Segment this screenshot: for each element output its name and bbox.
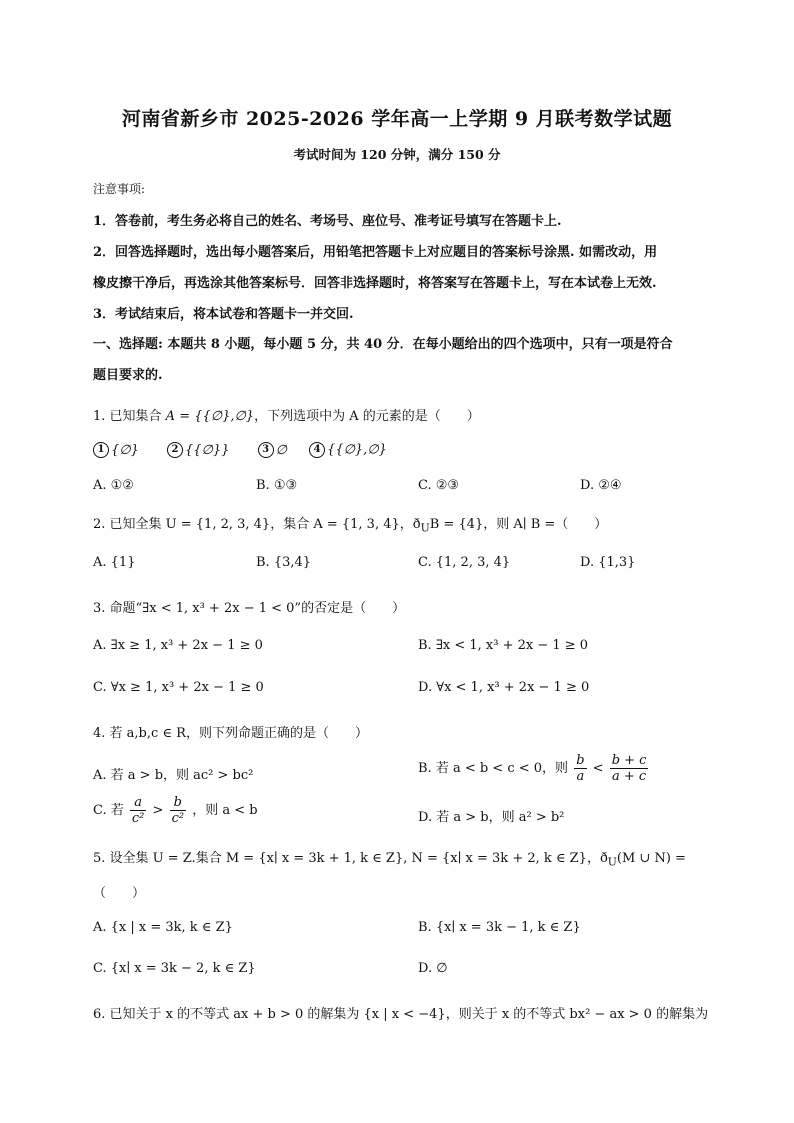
fraction-denominator: a + c bbox=[611, 769, 647, 784]
question-1-item-3: ∅ bbox=[275, 442, 287, 458]
question-5-option-b: B. {x∣ x = 3k − 1, k ∈ Z} bbox=[418, 920, 581, 935]
fraction-denominator: c² bbox=[171, 811, 185, 826]
question-1-stem-prefix: 1. 已知集合 bbox=[93, 409, 166, 424]
question-2-option-d: D. {1,3} bbox=[580, 555, 636, 570]
question-4-option-c-fraction-2 bbox=[170, 795, 187, 826]
circle-3-icon: 3 bbox=[258, 442, 274, 458]
question-1-option-b: B. ①③ bbox=[256, 478, 298, 493]
question-4-option-c-fraction-1 bbox=[130, 795, 147, 826]
question-1-item-1: {∅} bbox=[111, 442, 139, 458]
fraction-numerator: b bbox=[170, 795, 187, 811]
question-4-option-b-text: B. 若 a < b < c < 0，则 bbox=[418, 761, 569, 776]
page-title: 河南省新乡市 2025-2026 学年高一上学期 9 月联考数学试题 bbox=[121, 108, 673, 130]
question-1-item-2: {{∅}} bbox=[185, 442, 230, 458]
notice-item-1: 1．答卷前，考生务必将自己的姓名、考场号、座位号、准考证号填写在答题卡上. bbox=[93, 214, 562, 229]
question-2-stem-end: B = {4}，则 A∣ B =（ ） bbox=[429, 517, 608, 532]
notice-item-3: 3．考试结束后，将本试卷和答题卡一并交回. bbox=[93, 307, 354, 322]
fraction-numerator: b bbox=[576, 753, 585, 768]
question-4-option-b bbox=[418, 753, 650, 784]
question-5-stem-sub: U bbox=[607, 855, 617, 869]
question-4-option-b-fraction-1 bbox=[574, 753, 586, 784]
circle-2-icon: 2 bbox=[167, 442, 183, 458]
fraction-numerator: b + c bbox=[611, 753, 647, 768]
question-3-stem: 3. 命题“∃x < 1, x³ + 2x − 1 < 0”的否定是（ ） bbox=[93, 601, 406, 616]
question-2-option-b: B. {3,4} bbox=[256, 555, 312, 570]
question-2-option-c: C. {1, 2, 3, 4} bbox=[418, 555, 511, 570]
question-5-stem-end: (M ∪ N) = bbox=[616, 851, 686, 866]
question-6-stem: 6. 已知关于 x 的不等式 ax + b > 0 的解集为 {x | x < −4}，则关于 x 的不等式 bx² − ax > 0 的解集为 bbox=[93, 1007, 709, 1022]
question-3-option-b: B. ∃x < 1, x³ + 2x − 1 ≥ 0 bbox=[418, 638, 589, 653]
question-2-stem-main: 2. 已知全集 U = {1, 2, 3, 4}，集合 A = {1, 3, 4}，ð bbox=[93, 517, 421, 532]
question-5-option-d: D. ∅ bbox=[418, 961, 448, 976]
fraction-numerator: a bbox=[130, 795, 147, 811]
section-heading-line-2: 题目要求的. bbox=[93, 368, 163, 383]
question-5-stem-main: 5. 设全集 U = Z.集合 M = {x∣ x = 3k + 1, k ∈ Z}, N = {x∣ x = 3k + 2, k ∈ Z}，ð bbox=[93, 851, 608, 866]
question-4-stem: 4. 若 a,b,c ∈ R，则下列命题正确的是（ ） bbox=[93, 726, 368, 741]
question-5-option-c: C. {x∣ x = 3k − 2, k ∈ Z} bbox=[93, 961, 256, 976]
question-5-stem-bracket: （ ） bbox=[93, 886, 146, 901]
notice-item-2-line-1: 2．回答选择题时，选出每小题答案后，用铅笔把答题卡上对应题目的答案标号涂黑. 如需改动，用 bbox=[93, 245, 658, 260]
question-4-option-b-operator: < bbox=[592, 761, 604, 776]
circle-4-icon: 4 bbox=[309, 442, 325, 458]
question-3-option-a: A. ∃x ≥ 1, x³ + 2x − 1 ≥ 0 bbox=[93, 638, 263, 653]
question-1-option-c: C. ②③ bbox=[418, 478, 460, 493]
question-1-set: A = {{∅},∅} bbox=[165, 409, 255, 424]
exam-subtitle: 考试时间为 120 分钟，满分 150 分 bbox=[293, 147, 501, 162]
question-5-stem bbox=[93, 847, 686, 869]
question-2-stem bbox=[93, 513, 607, 535]
question-4-option-b-fraction-2 bbox=[610, 753, 649, 784]
question-1-option-a: A. ①② bbox=[93, 478, 134, 493]
question-4-option-c-text: C. 若 bbox=[93, 803, 124, 818]
question-2-option-a: A. {1} bbox=[93, 555, 136, 570]
question-3-option-c: C. ∀x ≥ 1, x³ + 2x − 1 ≥ 0 bbox=[93, 680, 264, 695]
question-4-option-c-suffix: ，则 a < b bbox=[192, 803, 258, 818]
question-4-option-c-operator: > bbox=[152, 803, 164, 818]
notice-heading: 注意事项: bbox=[93, 182, 146, 196]
fraction-denominator: c² bbox=[131, 811, 145, 826]
circle-1-icon: 1 bbox=[93, 442, 109, 458]
question-4-option-c bbox=[93, 795, 258, 826]
question-1-stem bbox=[93, 405, 480, 424]
question-2-stem-sub: U bbox=[420, 521, 430, 535]
question-1-item-4: {{∅},∅} bbox=[327, 442, 387, 458]
question-1-stem-suffix: ，下列选项中为 A 的元素的是（ ） bbox=[254, 409, 480, 424]
question-3-option-d: D. ∀x < 1, x³ + 2x − 1 ≥ 0 bbox=[418, 680, 590, 695]
section-heading-line-1: 一、选择题: 本题共 8 小题，每小题 5 分，共 40 分．在每小题给出的四个选项中，只有一项是符合 bbox=[93, 337, 673, 352]
question-1-option-d: D. ②④ bbox=[580, 478, 622, 493]
fraction-denominator: a bbox=[576, 769, 585, 784]
question-5-option-a: A. {x | x = 3k, k ∈ Z} bbox=[93, 920, 233, 935]
question-1-items bbox=[93, 442, 387, 458]
notice-item-2-line-2: 橡皮擦干净后，再选涂其他答案标号．回答非选择题时，将答案写在答题卡上，写在本试卷上无效. bbox=[93, 276, 657, 291]
question-4-option-d: D. 若 a > b，则 a² > b² bbox=[418, 810, 565, 825]
question-4-option-a: A. 若 a > b，则 ac² > bc² bbox=[93, 768, 254, 783]
